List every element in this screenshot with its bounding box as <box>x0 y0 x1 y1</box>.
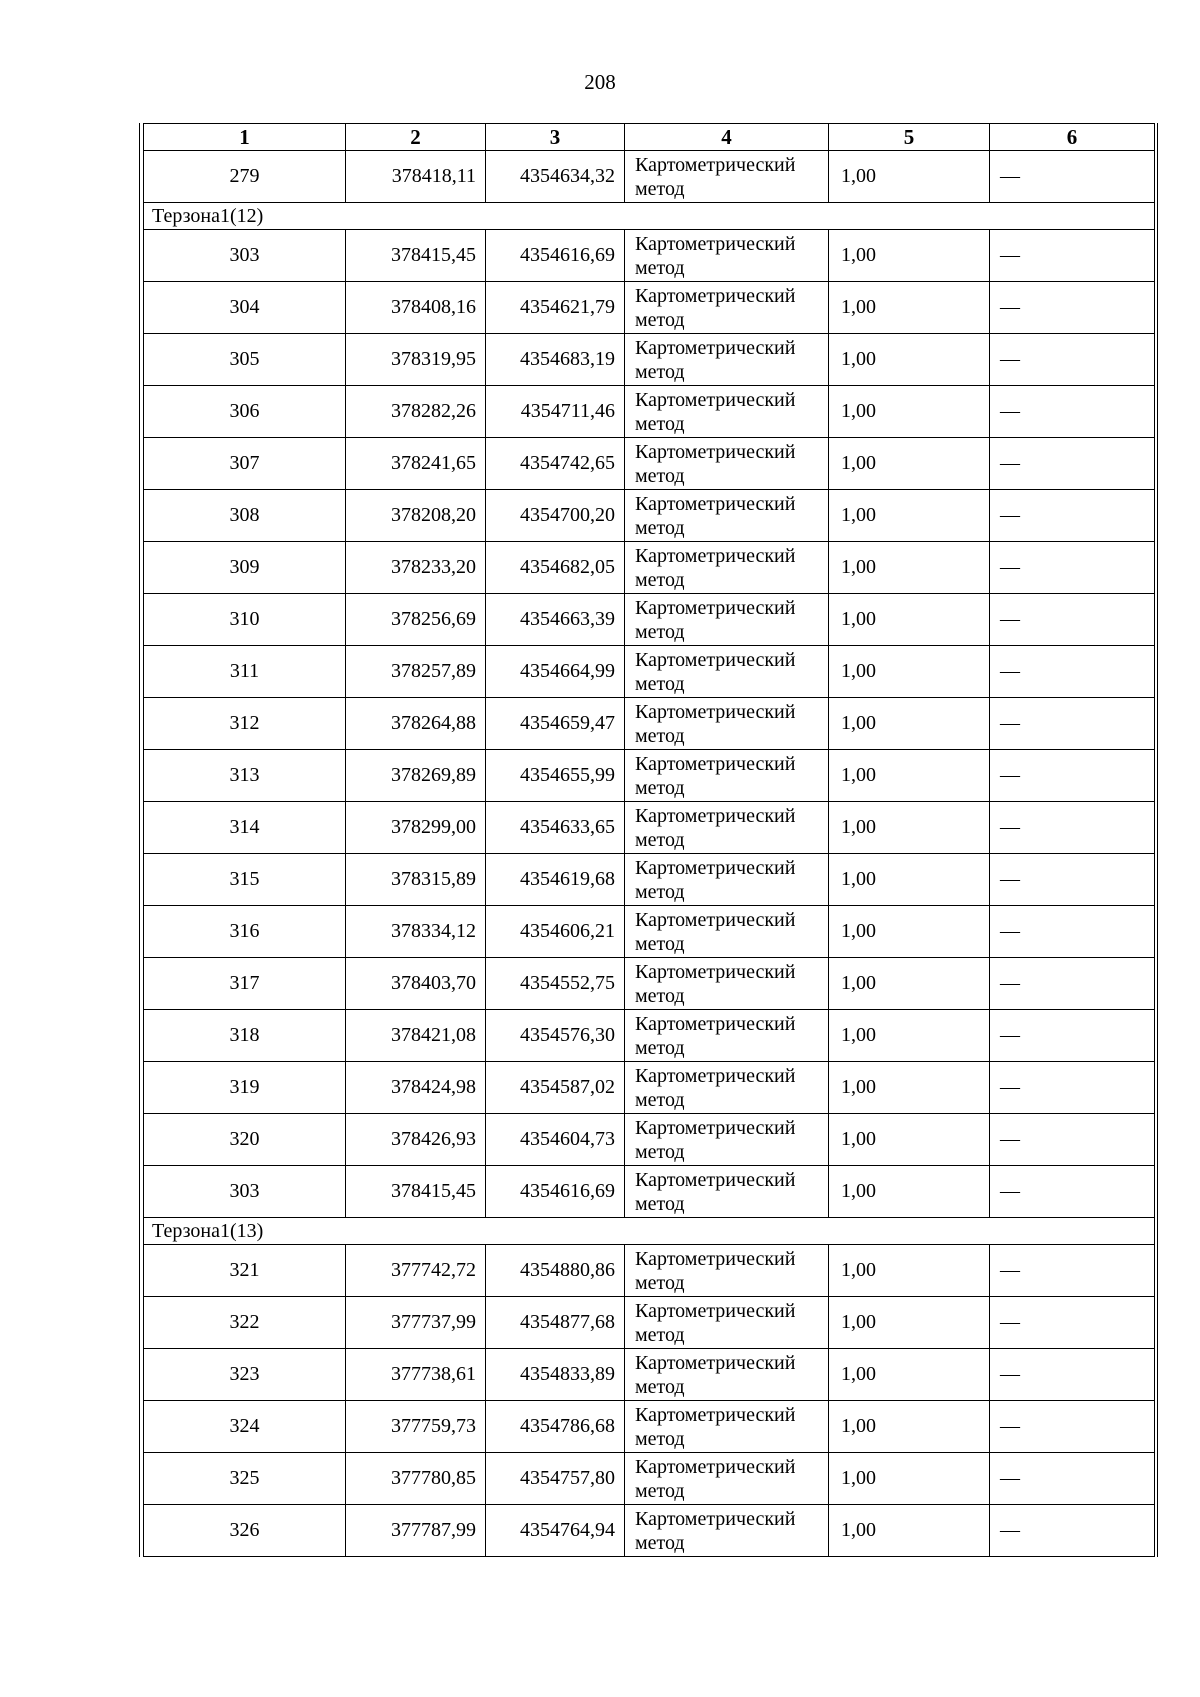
y-coordinate-cell: 4354621,79 <box>486 282 625 334</box>
accuracy-cell: 1,00 <box>829 151 990 203</box>
table-row <box>144 854 1155 906</box>
method-cell: Картометрический метод <box>625 1010 829 1062</box>
point-number-cell: 319 <box>144 1062 346 1114</box>
table-row <box>144 1166 1155 1218</box>
method-cell: Картометрический метод <box>625 1505 829 1557</box>
y-coordinate-cell: 4354634,32 <box>486 151 625 203</box>
y-coordinate-cell: 4354633,65 <box>486 802 625 854</box>
x-coordinate-cell: 377780,85 <box>346 1453 486 1505</box>
header-cell: 3 <box>486 124 625 151</box>
table-row <box>144 1505 1155 1557</box>
table-row <box>144 1062 1155 1114</box>
x-coordinate-cell: 378334,12 <box>346 906 486 958</box>
method-cell: Картометрический метод <box>625 854 829 906</box>
method-cell: Картометрический метод <box>625 438 829 490</box>
point-number-cell: 309 <box>144 542 346 594</box>
accuracy-cell: 1,00 <box>829 1062 990 1114</box>
table-row <box>144 542 1155 594</box>
y-coordinate-cell: 4354786,68 <box>486 1401 625 1453</box>
point-number-cell: 323 <box>144 1349 346 1401</box>
note-cell: — <box>990 334 1155 386</box>
x-coordinate-cell: 378418,11 <box>346 151 486 203</box>
note-cell: — <box>990 1453 1155 1505</box>
y-coordinate-cell: 4354682,05 <box>486 542 625 594</box>
point-number-cell: 303 <box>144 230 346 282</box>
note-cell: — <box>990 1114 1155 1166</box>
point-number-cell: 326 <box>144 1505 346 1557</box>
x-coordinate-cell: 378299,00 <box>346 802 486 854</box>
x-coordinate-cell: 378415,45 <box>346 230 486 282</box>
table-row <box>144 594 1155 646</box>
method-cell: Картометрический метод <box>625 750 829 802</box>
y-coordinate-cell: 4354877,68 <box>486 1297 625 1349</box>
method-cell: Картометрический метод <box>625 906 829 958</box>
table-row <box>144 1297 1155 1349</box>
accuracy-cell: 1,00 <box>829 1297 990 1349</box>
accuracy-cell: 1,00 <box>829 854 990 906</box>
accuracy-cell: 1,00 <box>829 750 990 802</box>
y-coordinate-cell: 4354655,99 <box>486 750 625 802</box>
header-cell: 4 <box>625 124 829 151</box>
x-coordinate-cell: 377742,72 <box>346 1245 486 1297</box>
header-cell: 1 <box>144 124 346 151</box>
note-cell: — <box>990 386 1155 438</box>
method-cell: Картометрический метод <box>625 802 829 854</box>
point-number-cell: 321 <box>144 1245 346 1297</box>
x-coordinate-cell: 378415,45 <box>346 1166 486 1218</box>
y-coordinate-cell: 4354757,80 <box>486 1453 625 1505</box>
method-cell: Картометрический метод <box>625 594 829 646</box>
coordinates-table <box>143 123 1155 1557</box>
table-row <box>144 151 1155 203</box>
note-cell: — <box>990 490 1155 542</box>
table-row <box>144 958 1155 1010</box>
table-row <box>144 1453 1155 1505</box>
point-number-cell: 317 <box>144 958 346 1010</box>
point-number-cell: 312 <box>144 698 346 750</box>
y-coordinate-cell: 4354552,75 <box>486 958 625 1010</box>
accuracy-cell: 1,00 <box>829 1010 990 1062</box>
method-cell: Картометрический метод <box>625 1349 829 1401</box>
method-cell: Картометрический метод <box>625 334 829 386</box>
table-row <box>144 334 1155 386</box>
accuracy-cell: 1,00 <box>829 334 990 386</box>
note-cell: — <box>990 1401 1155 1453</box>
table-row <box>144 490 1155 542</box>
x-coordinate-cell: 378264,88 <box>346 698 486 750</box>
accuracy-cell: 1,00 <box>829 438 990 490</box>
y-coordinate-cell: 4354619,68 <box>486 854 625 906</box>
x-coordinate-cell: 378208,20 <box>346 490 486 542</box>
table-row <box>144 646 1155 698</box>
y-coordinate-cell: 4354711,46 <box>486 386 625 438</box>
method-cell: Картометрический метод <box>625 1401 829 1453</box>
accuracy-cell: 1,00 <box>829 906 990 958</box>
accuracy-cell: 1,00 <box>829 594 990 646</box>
table-row <box>144 1401 1155 1453</box>
x-coordinate-cell: 378315,89 <box>346 854 486 906</box>
y-coordinate-cell: 4354833,89 <box>486 1349 625 1401</box>
method-cell: Картометрический метод <box>625 1453 829 1505</box>
x-coordinate-cell: 378426,93 <box>346 1114 486 1166</box>
method-cell: Картометрический метод <box>625 386 829 438</box>
table-row <box>144 438 1155 490</box>
point-number-cell: 322 <box>144 1297 346 1349</box>
note-cell: — <box>990 958 1155 1010</box>
point-number-cell: 306 <box>144 386 346 438</box>
y-coordinate-cell: 4354604,73 <box>486 1114 625 1166</box>
note-cell: — <box>990 698 1155 750</box>
section-row <box>144 1218 1155 1245</box>
table-row <box>144 1114 1155 1166</box>
x-coordinate-cell: 378319,95 <box>346 334 486 386</box>
x-coordinate-cell: 378282,26 <box>346 386 486 438</box>
y-coordinate-cell: 4354616,69 <box>486 230 625 282</box>
method-cell: Картометрический метод <box>625 1297 829 1349</box>
method-cell: Картометрический метод <box>625 698 829 750</box>
header-cell: 5 <box>829 124 990 151</box>
note-cell: — <box>990 750 1155 802</box>
y-coordinate-cell: 4354576,30 <box>486 1010 625 1062</box>
header-cell: 6 <box>990 124 1155 151</box>
note-cell: — <box>990 1166 1155 1218</box>
accuracy-cell: 1,00 <box>829 542 990 594</box>
method-cell: Картометрический метод <box>625 151 829 203</box>
x-coordinate-cell: 378421,08 <box>346 1010 486 1062</box>
method-cell: Картометрический метод <box>625 282 829 334</box>
point-number-cell: 311 <box>144 646 346 698</box>
x-coordinate-cell: 378241,65 <box>346 438 486 490</box>
page-number: 208 <box>584 70 616 94</box>
accuracy-cell: 1,00 <box>829 386 990 438</box>
accuracy-cell: 1,00 <box>829 958 990 1010</box>
note-cell: — <box>990 1062 1155 1114</box>
table-row <box>144 386 1155 438</box>
header-cell: 2 <box>346 124 486 151</box>
note-cell: — <box>990 282 1155 334</box>
accuracy-cell: 1,00 <box>829 1505 990 1557</box>
note-cell: — <box>990 1245 1155 1297</box>
accuracy-cell: 1,00 <box>829 1349 990 1401</box>
x-coordinate-cell: 378233,20 <box>346 542 486 594</box>
accuracy-cell: 1,00 <box>829 1114 990 1166</box>
coordinates-table-frame <box>139 123 1158 1557</box>
accuracy-cell: 1,00 <box>829 646 990 698</box>
x-coordinate-cell: 377759,73 <box>346 1401 486 1453</box>
method-cell: Картометрический метод <box>625 958 829 1010</box>
point-number-cell: 315 <box>144 854 346 906</box>
note-cell: — <box>990 1505 1155 1557</box>
x-coordinate-cell: 377737,99 <box>346 1297 486 1349</box>
note-cell: — <box>990 542 1155 594</box>
x-coordinate-cell: 378408,16 <box>346 282 486 334</box>
point-number-cell: 308 <box>144 490 346 542</box>
y-coordinate-cell: 4354700,20 <box>486 490 625 542</box>
y-coordinate-cell: 4354742,65 <box>486 438 625 490</box>
y-coordinate-cell: 4354664,99 <box>486 646 625 698</box>
y-coordinate-cell: 4354764,94 <box>486 1505 625 1557</box>
note-cell: — <box>990 646 1155 698</box>
note-cell: — <box>990 230 1155 282</box>
note-cell: — <box>990 802 1155 854</box>
point-number-cell: 304 <box>144 282 346 334</box>
accuracy-cell: 1,00 <box>829 802 990 854</box>
point-number-cell: 316 <box>144 906 346 958</box>
point-number-cell: 303 <box>144 1166 346 1218</box>
table-row <box>144 698 1155 750</box>
y-coordinate-cell: 4354683,19 <box>486 334 625 386</box>
method-cell: Картометрический метод <box>625 1166 829 1218</box>
accuracy-cell: 1,00 <box>829 230 990 282</box>
point-number-cell: 310 <box>144 594 346 646</box>
accuracy-cell: 1,00 <box>829 698 990 750</box>
x-coordinate-cell: 377738,61 <box>346 1349 486 1401</box>
point-number-cell: 320 <box>144 1114 346 1166</box>
accuracy-cell: 1,00 <box>829 1166 990 1218</box>
note-cell: — <box>990 1010 1155 1062</box>
method-cell: Картометрический метод <box>625 542 829 594</box>
table-row <box>144 1245 1155 1297</box>
y-coordinate-cell: 4354659,47 <box>486 698 625 750</box>
y-coordinate-cell: 4354616,69 <box>486 1166 625 1218</box>
accuracy-cell: 1,00 <box>829 490 990 542</box>
section-label: Терзона1(13) <box>144 1218 1155 1245</box>
table-row <box>144 230 1155 282</box>
point-number-cell: 313 <box>144 750 346 802</box>
note-cell: — <box>990 906 1155 958</box>
table-row <box>144 750 1155 802</box>
point-number-cell: 314 <box>144 802 346 854</box>
x-coordinate-cell: 378403,70 <box>346 958 486 1010</box>
method-cell: Картометрический метод <box>625 1062 829 1114</box>
note-cell: — <box>990 854 1155 906</box>
note-cell: — <box>990 594 1155 646</box>
accuracy-cell: 1,00 <box>829 1453 990 1505</box>
table-row <box>144 1349 1155 1401</box>
method-cell: Картометрический метод <box>625 1114 829 1166</box>
section-label: Терзона1(12) <box>144 203 1155 230</box>
x-coordinate-cell: 378257,89 <box>346 646 486 698</box>
method-cell: Картометрический метод <box>625 230 829 282</box>
method-cell: Картометрический метод <box>625 1245 829 1297</box>
x-coordinate-cell: 378256,69 <box>346 594 486 646</box>
point-number-cell: 325 <box>144 1453 346 1505</box>
accuracy-cell: 1,00 <box>829 1245 990 1297</box>
point-number-cell: 305 <box>144 334 346 386</box>
accuracy-cell: 1,00 <box>829 1401 990 1453</box>
method-cell: Картометрический метод <box>625 490 829 542</box>
point-number-cell: 279 <box>144 151 346 203</box>
y-coordinate-cell: 4354587,02 <box>486 1062 625 1114</box>
accuracy-cell: 1,00 <box>829 282 990 334</box>
header-row <box>144 124 1155 151</box>
table-row <box>144 906 1155 958</box>
section-row <box>144 203 1155 230</box>
x-coordinate-cell: 378269,89 <box>346 750 486 802</box>
point-number-cell: 324 <box>144 1401 346 1453</box>
table-row <box>144 282 1155 334</box>
note-cell: — <box>990 438 1155 490</box>
note-cell: — <box>990 151 1155 203</box>
method-cell: Картометрический метод <box>625 646 829 698</box>
x-coordinate-cell: 377787,99 <box>346 1505 486 1557</box>
point-number-cell: 318 <box>144 1010 346 1062</box>
table-row <box>144 1010 1155 1062</box>
table-row <box>144 802 1155 854</box>
y-coordinate-cell: 4354880,86 <box>486 1245 625 1297</box>
y-coordinate-cell: 4354606,21 <box>486 906 625 958</box>
note-cell: — <box>990 1297 1155 1349</box>
point-number-cell: 307 <box>144 438 346 490</box>
table-body <box>144 151 1155 1557</box>
note-cell: — <box>990 1349 1155 1401</box>
y-coordinate-cell: 4354663,39 <box>486 594 625 646</box>
x-coordinate-cell: 378424,98 <box>346 1062 486 1114</box>
